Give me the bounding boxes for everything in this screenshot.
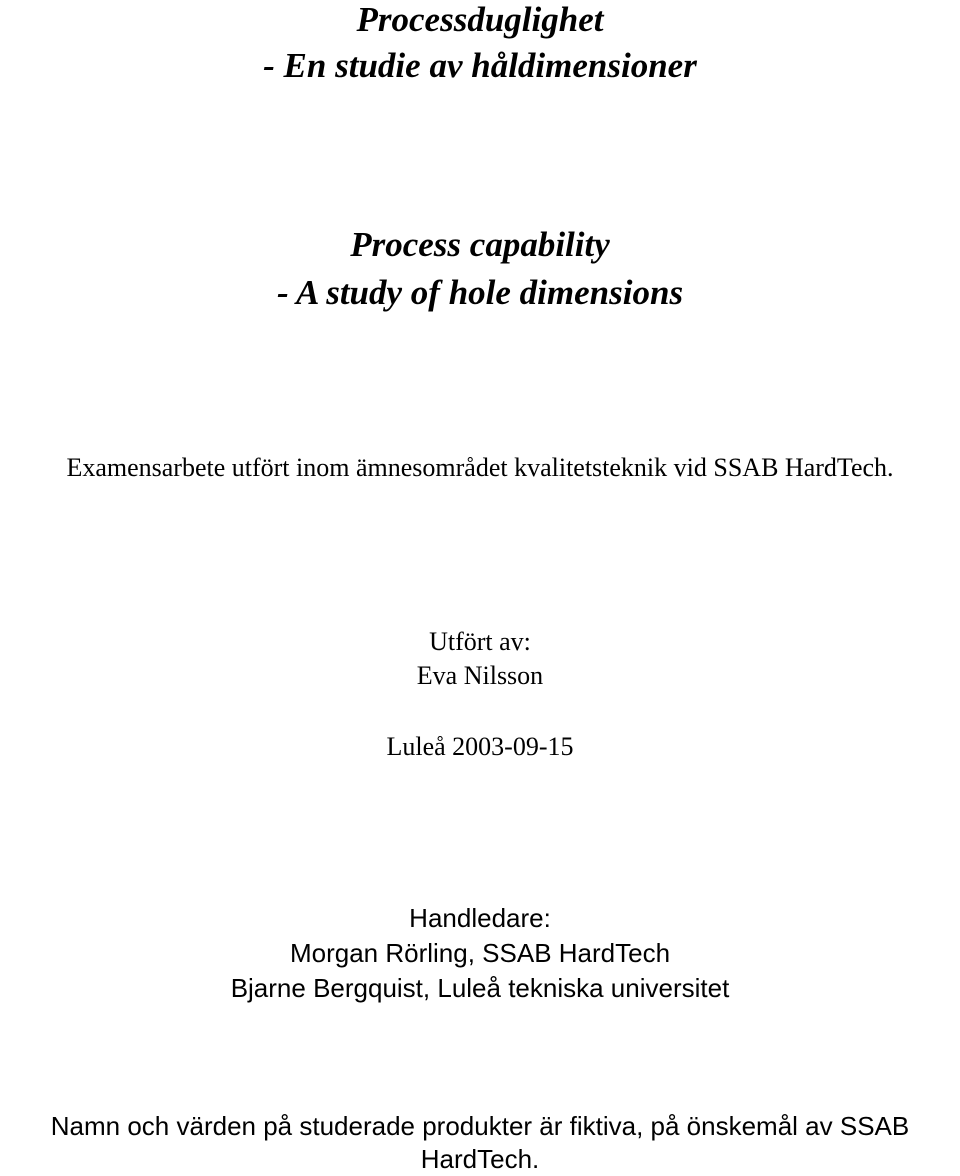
english-title-line-1: Process capability — [350, 225, 610, 264]
supervisors-label: Handledare: — [409, 903, 551, 933]
swedish-title-line-1: Processduglighet — [356, 0, 604, 39]
swedish-title-line-2: - En studie av håldimensioner — [263, 46, 697, 85]
disclaimer-line-1: Namn och värden på studerade produkter är fiktiva, på önskemål av SSAB — [50, 1111, 910, 1141]
disclaimer-line-2: HardTech. — [420, 1144, 540, 1174]
supervisor-item-2: Bjarne Bergquist, Luleå tekniska universitet — [230, 973, 730, 1003]
thesis-description: Examensarbete utfört inom ämnesområdet kvalitetsteknik vid SSAB HardTech. — [66, 453, 894, 482]
author-name: Eva Nilsson — [416, 661, 544, 690]
place-date: Luleå 2003-09-15 — [386, 732, 574, 761]
author-label: Utfört av: — [429, 627, 531, 656]
english-title-line-2: - A study of hole dimensions — [276, 273, 684, 312]
supervisor-item-1: Morgan Rörling, SSAB HardTech — [289, 938, 671, 968]
